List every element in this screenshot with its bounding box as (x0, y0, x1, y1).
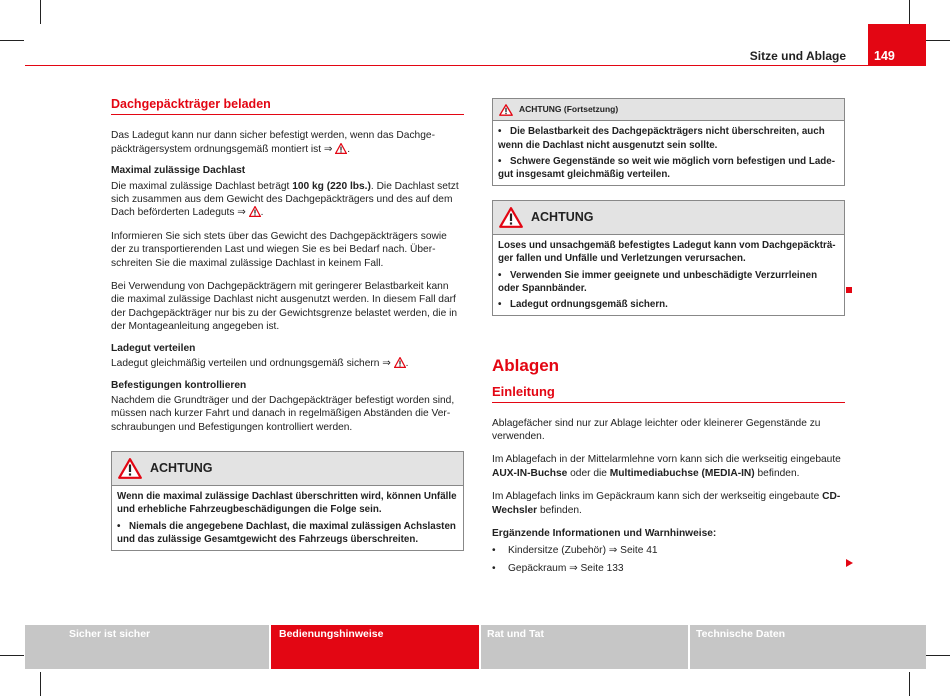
warning-item: • Verwenden Sie immer geeignete und unbeschädigte Verzurrleinen oder Spannbänder. (498, 269, 818, 294)
subheading-max-load: Maximal zulässige Dachlast (111, 165, 246, 177)
warning-lead: Loses und unsachgemäß befestigtes Ladegut kann vom Dachgepäckträger fallen und Unfälle und Verletzungen verursachen. (498, 240, 836, 265)
paragraph-armrest: Im Ablagefach in der Mittelarmlehne vorn kann sich die werkseitig eingebaute AUX-IN-Buchse oder die Multimediabuchse (MEDIA-IN) befinden. (492, 454, 841, 479)
crop-mark (40, 672, 41, 696)
warning-box (492, 200, 845, 316)
reference-link[interactable]: • Kindersitze (Zubehör) ⇒ Seite 41 (492, 544, 845, 557)
warning-triangle-icon (499, 207, 523, 228)
paragraph-inform: Informieren Sie sich stets über das Gewicht des Dachgepäckträgers sowie der zu transportierenden Last und wiegen Sie es bei Bedarf nach. Überschreiten Sie die maximal zulässige Dachlast in keinem Fall. (111, 230, 447, 269)
subheading-distribute: Ladegut verteilen (111, 342, 196, 354)
footer-tab-operation[interactable]: Bedienungshinweise (271, 625, 479, 669)
crop-mark (40, 0, 41, 24)
crop-mark (909, 672, 910, 696)
warning-box-header (112, 452, 463, 486)
crop-mark (926, 655, 950, 656)
footer-tab-safety[interactable]: Sicher ist sicher (25, 625, 269, 669)
warning-item: • Die Belastbarkeit des Dachgepäckträgers nicht überschreiten, auch wenn die Dachlast nicht ausgenutzt sein sollte. (498, 126, 825, 151)
crop-mark (0, 655, 24, 656)
section-title: Dachgepäckträger beladen (111, 98, 464, 115)
paragraph-trunk: Im Ablagefach links im Gepäckraum kann sich der werkseitig eingebaute CD-Wechsler befinden. (492, 491, 841, 516)
warning-body (493, 121, 844, 185)
continue-arrow-icon (846, 559, 853, 567)
warning-body (112, 486, 463, 550)
warning-body (493, 235, 844, 315)
header-rule (25, 65, 868, 66)
warning-item: • Schwere Gegenstände so weit wie möglich vorn befestigen und Ladegut insgesamt gleichmäßig verteilen. (498, 155, 835, 181)
warning-box-continued (492, 98, 845, 186)
reference-link[interactable]: • Gepäckraum ⇒ Seite 133 (492, 562, 845, 575)
paragraph-intro: Ablagefächer sind nur zur Ablage leichter oder kleinerer Gegenstände zu verwenden. (492, 417, 821, 443)
warning-box-header (493, 99, 844, 121)
reference-list (492, 544, 845, 575)
warning-box (111, 451, 464, 551)
paragraph-intro: Das Ladegut kann nur dann sicher befestigt werden, wenn das Dachgepäckträgersystem ordnungsgemäß montiert ist ⇒ . (111, 130, 435, 155)
right-column (492, 98, 845, 575)
end-of-section-square-icon (846, 287, 852, 293)
warning-lead: Wenn die maximal zulässige Dachlast überschritten wird, können Unfälle und erhebliche Fahrzeugbeschädigungen die Folge sein. (117, 491, 457, 516)
warning-triangle-icon (118, 458, 142, 479)
warning-item: • Ladegut ordnungsgemäß sichern. (498, 299, 668, 311)
warning-title: ACHTUNG (150, 460, 213, 475)
paragraph-max-load: Die maximal zulässige Dachlast beträgt 100 kg (220 lbs.). Die Dachlast setzt sich zusammen aus dem Gewicht des Dachgepäckträgers und des auf dem Dach beförderten Ladeguts ⇒ . (111, 180, 459, 219)
footer-tab-tips[interactable]: Rat und Tat (481, 625, 688, 669)
warning-box-header (493, 201, 844, 235)
crop-mark (0, 40, 24, 41)
crop-mark (926, 40, 950, 41)
warning-triangle-icon[interactable] (249, 206, 261, 217)
warning-triangle-icon[interactable] (394, 357, 406, 368)
paragraph-check: Nachdem die Grundträger und der Dachgepäckträger befestigt worden sind, müssen nach kurzer Fahrt und danach in regelmäßigen Abständen die Verschraubungen und Befestigungen kontrolliert werden. (111, 394, 455, 433)
paragraph-low-capacity: Bei Verwendung von Dachgepäckträgern mit geringerer Belastbarkeit kann die maximal zulässige Dachlast nicht ausgenutzt werden. In diesem Fall darf der Dachgepäckträger nur bis zu der Gewichtsgrenze belastet werden, die in der Montageanleitung angegeben ist. (111, 281, 457, 333)
section-title: Einleitung (492, 385, 845, 402)
warning-triangle-icon[interactable] (335, 143, 347, 154)
left-column (111, 98, 464, 551)
warning-title: ACHTUNG (531, 210, 594, 225)
page-number: 149 (868, 24, 926, 66)
warning-title: ACHTUNG (Fortsetzung) (519, 104, 619, 114)
crop-mark (909, 0, 910, 24)
paragraph-distribute: Ladegut gleichmäßig verteilen und ordnungsgemäß sichern ⇒ . (111, 358, 409, 370)
subheading-check: Befestigungen kontrollieren (111, 379, 247, 391)
warning-triangle-icon (499, 104, 513, 116)
subheading-refs: Ergänzende Informationen und Warnhinweise: (492, 528, 717, 540)
chapter-header-title: Sitze und Ablage (749, 49, 846, 63)
warning-item: • Niemals die angegebene Dachlast, die maximal zulässigen Achslasten und das zulässige Gesamtgewicht des Fahrzeugs überschreiten. (117, 520, 456, 545)
footer-tab-technical[interactable]: Technische Daten (690, 625, 926, 669)
chapter-title: Ablagen (492, 356, 560, 376)
